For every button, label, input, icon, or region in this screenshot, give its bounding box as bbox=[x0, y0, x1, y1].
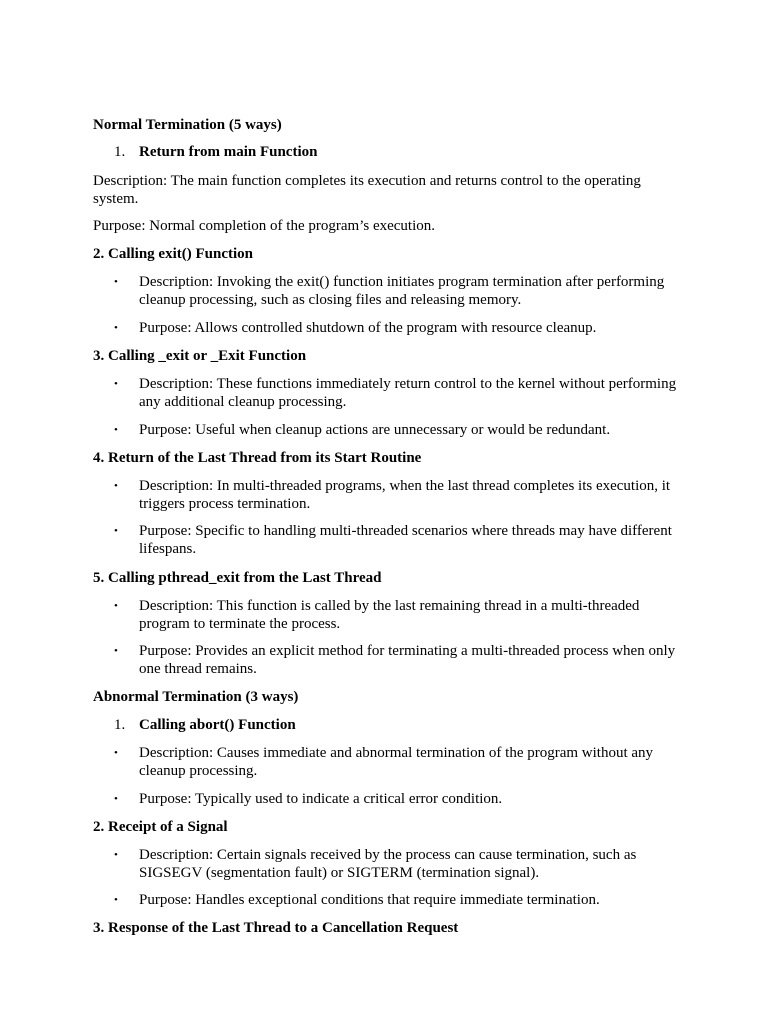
list-item: Purpose: Provides an explicit method for terminating a multi-threaded process when only one thread remains. bbox=[139, 643, 676, 677]
list-item: Description: These functions immediately return control to the kernel without performing any additional cleanup processing. bbox=[139, 376, 677, 410]
section-title-underscore-exit: 3. Calling _exit or _Exit Function bbox=[93, 348, 307, 364]
bullet-marker: • bbox=[114, 747, 118, 759]
list-item: Description: This function is called by the last remaining thread in a multi-threaded program to terminate the process. bbox=[139, 598, 640, 632]
paragraph-purpose: Purpose: Normal completion of the program’s execution. bbox=[93, 218, 436, 234]
paragraph-description: Description: The main function completes its execution and returns control to the operating system. bbox=[93, 173, 641, 207]
list-item: Description: Certain signals received by the process can cause termination, such as SIGSEGV (segmentation fault) or SIGTERM (termination signal). bbox=[139, 847, 637, 881]
bullet-marker: • bbox=[114, 894, 118, 906]
list-number: 1. bbox=[114, 717, 126, 733]
list-item: Purpose: Handles exceptional conditions that require immediate termination. bbox=[139, 892, 600, 908]
section-title-last-thread-return: 4. Return of the Last Thread from its Start Routine bbox=[93, 450, 422, 466]
bullet-marker: • bbox=[114, 378, 118, 390]
bullet-marker: • bbox=[114, 424, 118, 436]
list-number: 1. bbox=[114, 144, 126, 160]
list-item: Purpose: Useful when cleanup actions are unnecessary or would be redundant. bbox=[139, 422, 611, 438]
list-item: Purpose: Allows controlled shutdown of the program with resource cleanup. bbox=[139, 320, 597, 336]
section-title-pthread-exit: 5. Calling pthread_exit from the Last Thread bbox=[93, 570, 382, 586]
bullet-marker: • bbox=[114, 600, 118, 612]
list-item: Purpose: Specific to handling multi-threaded scenarios where threads may have different lifespans. bbox=[139, 523, 672, 557]
section-title-return-from-main: Return from main Function bbox=[139, 144, 318, 160]
bullet-marker: • bbox=[114, 849, 118, 861]
bullet-marker: • bbox=[114, 793, 118, 805]
list-item: Purpose: Typically used to indicate a critical error condition. bbox=[139, 791, 503, 807]
list-item: Description: Invoking the exit() function initiates program termination after performing cleanup processing, such as closing files and releasing memory. bbox=[139, 274, 665, 308]
bullet-marker: • bbox=[114, 525, 118, 537]
list-item: Description: In multi-threaded programs, when the last thread completes its execution, it triggers process termination. bbox=[139, 478, 671, 512]
section-title-signal: 2. Receipt of a Signal bbox=[93, 819, 228, 835]
section-title-exit: 2. Calling exit() Function bbox=[93, 246, 253, 262]
normal-termination-heading: Normal Termination (5 ways) bbox=[93, 117, 282, 133]
bullet-marker: • bbox=[114, 645, 118, 657]
bullet-marker: • bbox=[114, 276, 118, 288]
bullet-marker: • bbox=[114, 480, 118, 492]
section-title-abort: Calling abort() Function bbox=[139, 717, 296, 733]
abnormal-termination-heading: Abnormal Termination (3 ways) bbox=[93, 689, 299, 705]
bullet-marker: • bbox=[114, 322, 118, 334]
section-title-cancellation: 3. Response of the Last Thread to a Cancellation Request bbox=[93, 920, 459, 936]
list-item: Description: Causes immediate and abnormal termination of the program without any cleanup processing. bbox=[139, 745, 654, 779]
